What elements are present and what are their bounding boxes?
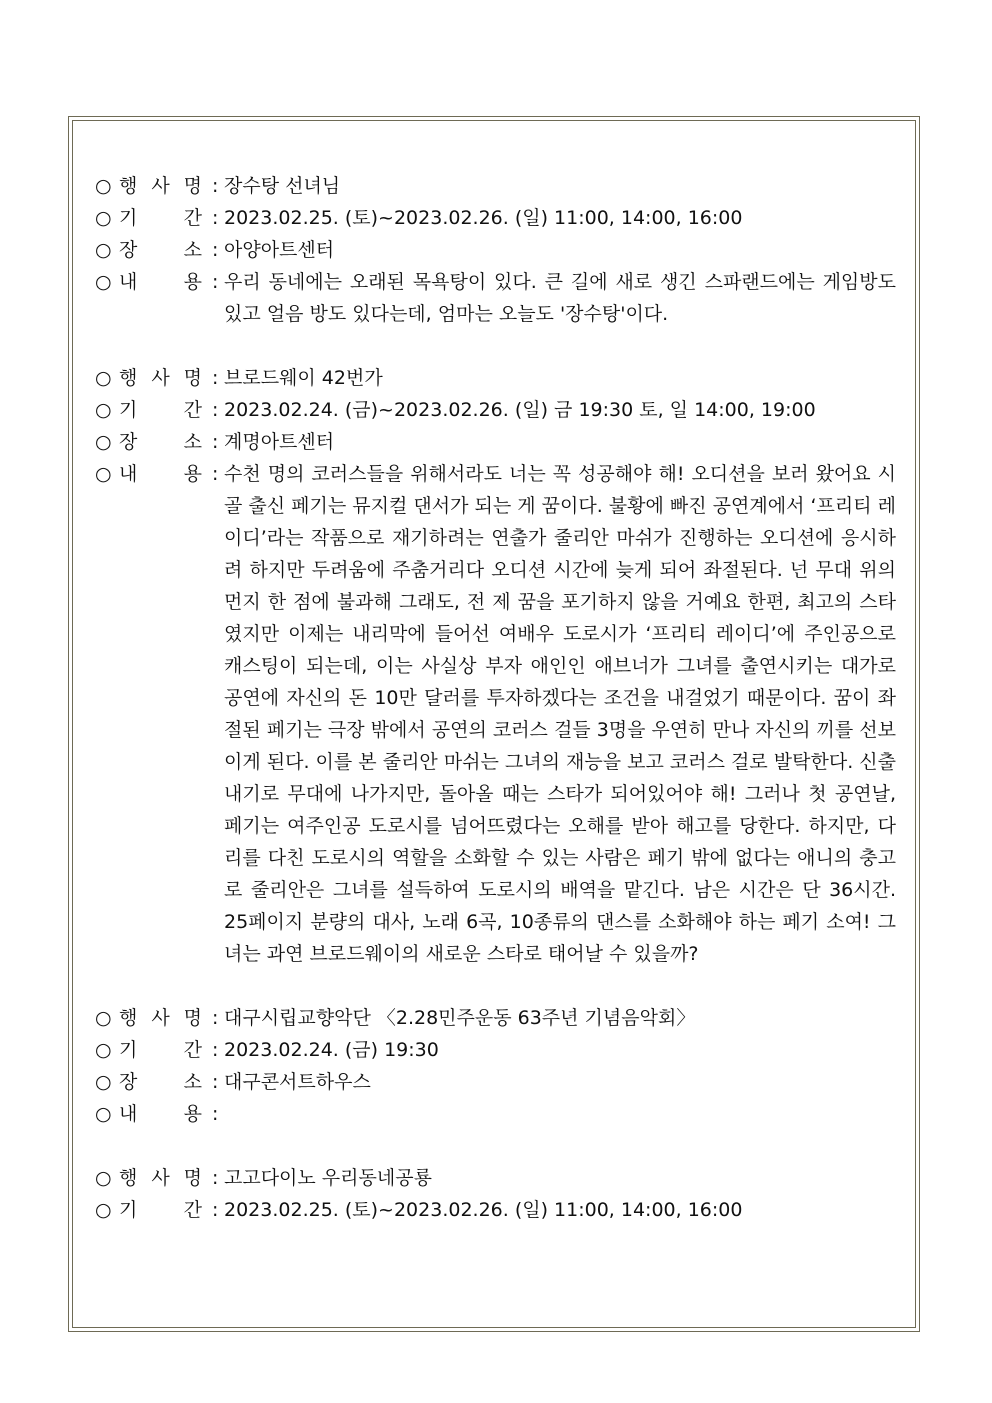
event-place: 대구콘서트하우스 <box>224 1071 371 1093</box>
circle-bullet: ○ <box>95 175 112 197</box>
event-name: 고고다이노 우리동네공룡 <box>224 1167 432 1189</box>
colon: : <box>212 271 219 293</box>
circle-bullet: ○ <box>95 367 112 389</box>
circle-bullet: ○ <box>95 239 112 261</box>
circle-bullet: ○ <box>95 1039 112 1061</box>
field-label-name: 행 사 명 <box>119 367 202 389</box>
event-place: 아양아트센터 <box>224 239 335 261</box>
colon: : <box>212 1103 219 1125</box>
event-item <box>95 170 900 330</box>
event-period: 2023.02.24. (금) 19:30 <box>224 1039 439 1061</box>
colon: : <box>212 207 219 229</box>
event-content: 수천 명의 코러스들을 위해서라도 너는 꼭 성공해야 해! 오디션을 보러 왔어요 시골 출신 페기는 뮤지컬 댄서가 되는 게 꿈이다. 불황에 빠진 공연계에서 ‘프리티 레이디’라는 작품으로 재기하려는 연출가 줄리안 마쉬가 진행하는 오디션에 응시하려 하지만 두려움에 주춤거리다 오디션 시간에 늦게 되어 좌절된다. 넌 무대 위의 먼지 한 점에 불과해 그래도, 전 제 꿈을 포기하지 않을 거예요 한편, 최고의 스타였지만 이제는 내리막에 들어선 여배우 도로시가 ‘프리티 레이디’에 주인공으로 캐스팅이 되는데, 이는 사실상 부자 애인인 애브너가 그녀를 출연시키는 대가로 공연에 자신의 돈 10만 달러를 투자하겠다는 조건을 내걸었기 때문이다. 꿈이 좌절된 페기는 극장 밖에서 공연의 코러스 걸들 3명을 우연히 만나 자신의 끼를 선보이게 된다. 이를 본 줄리안 마쉬는 그녀의 재능을 보고 코러스 걸로 발탁한다. 신출내기로 무대에 나가지만, 돌아올 때는 스타가 되어있어야 해! 그러나 첫 공연날, 페기는 여주인공 도로시를 넘어뜨렸다는 오해를 받아 해고를 당한다. 하지만, 다리를 다친 도로시의 역할을 소화할 수 있는 사람은 페기 밖에 없다는 애니의 충고로 줄리안은 그녀를 설득하여 도로시의 배역을 맡긴다. 남은 시간은 단 36시간. 25페이지 분량의 대사, 노래 6곡, 10종류의 댄스를 소화해야 하는 페기 소여! 그녀는 과연 브로드웨이의 새로운 스타로 태어날 수 있을까? <box>224 463 896 965</box>
colon: : <box>212 1007 219 1029</box>
colon: : <box>212 1199 219 1221</box>
circle-bullet: ○ <box>95 399 112 421</box>
field-label-place: 장 소 <box>119 431 202 453</box>
colon: : <box>212 175 219 197</box>
circle-bullet: ○ <box>95 271 112 293</box>
circle-bullet: ○ <box>95 207 112 229</box>
event-place-row <box>95 1066 900 1098</box>
colon: : <box>212 239 219 261</box>
circle-bullet: ○ <box>95 1071 112 1093</box>
event-period-row <box>95 1194 900 1226</box>
field-label-place: 장 소 <box>119 1071 202 1093</box>
event-content-row <box>95 266 900 330</box>
event-content <box>224 1098 900 1130</box>
circle-bullet: ○ <box>95 1167 112 1189</box>
field-label-name: 행 사 명 <box>119 175 202 197</box>
event-list <box>95 170 900 1258</box>
field-label-content: 내 용 <box>119 463 202 485</box>
colon: : <box>212 367 219 389</box>
event-period-row <box>95 1034 900 1066</box>
event-place: 계명아트센터 <box>224 431 335 453</box>
event-item <box>95 1002 900 1130</box>
event-name-row <box>95 1002 900 1034</box>
colon: : <box>212 399 219 421</box>
field-label-period: 기 간 <box>119 399 202 421</box>
field-label-name: 행 사 명 <box>119 1007 202 1029</box>
event-place-row <box>95 234 900 266</box>
event-name-row <box>95 170 900 202</box>
event-period: 2023.02.25. (토)~2023.02.26. (일) 11:00, 14:00, 16:00 <box>224 207 743 229</box>
event-name-row <box>95 362 900 394</box>
colon: : <box>212 1071 219 1093</box>
event-item <box>95 362 900 970</box>
circle-bullet: ○ <box>95 463 112 485</box>
field-label-place: 장 소 <box>119 239 202 261</box>
colon: : <box>212 431 219 453</box>
field-label-content: 내 용 <box>119 1103 202 1125</box>
field-label-period: 기 간 <box>119 207 202 229</box>
event-name: 브로드웨이 42번가 <box>224 367 383 389</box>
colon: : <box>212 1039 219 1061</box>
event-name: 대구시립교향악단 〈2.28민주운동 63주년 기념음악회〉 <box>224 1007 696 1029</box>
colon: : <box>212 1167 219 1189</box>
event-period-row <box>95 394 900 426</box>
circle-bullet: ○ <box>95 1103 112 1125</box>
event-period: 2023.02.24. (금)~2023.02.26. (일) 금 19:30 토, 일 14:00, 19:00 <box>224 399 816 421</box>
field-label-period: 기 간 <box>119 1039 202 1061</box>
field-label-name: 행 사 명 <box>119 1167 202 1189</box>
event-item <box>95 1162 900 1226</box>
event-content-row <box>95 1098 900 1130</box>
event-name: 장수탕 선녀님 <box>224 175 341 197</box>
event-name-row <box>95 1162 900 1194</box>
event-place-row <box>95 426 900 458</box>
colon: : <box>212 463 219 485</box>
field-label-content: 내 용 <box>119 271 202 293</box>
event-content: 우리 동네에는 오래된 목욕탕이 있다. 큰 길에 새로 생긴 스파랜드에는 게임방도 있고 얼음 방도 있다는데, 엄마는 오늘도 '장수탕'이다. <box>224 271 896 325</box>
circle-bullet: ○ <box>95 431 112 453</box>
field-label-period: 기 간 <box>119 1199 202 1221</box>
circle-bullet: ○ <box>95 1199 112 1221</box>
event-period-row <box>95 202 900 234</box>
circle-bullet: ○ <box>95 1007 112 1029</box>
event-content-row <box>95 458 900 970</box>
event-period: 2023.02.25. (토)~2023.02.26. (일) 11:00, 14:00, 16:00 <box>224 1199 743 1221</box>
